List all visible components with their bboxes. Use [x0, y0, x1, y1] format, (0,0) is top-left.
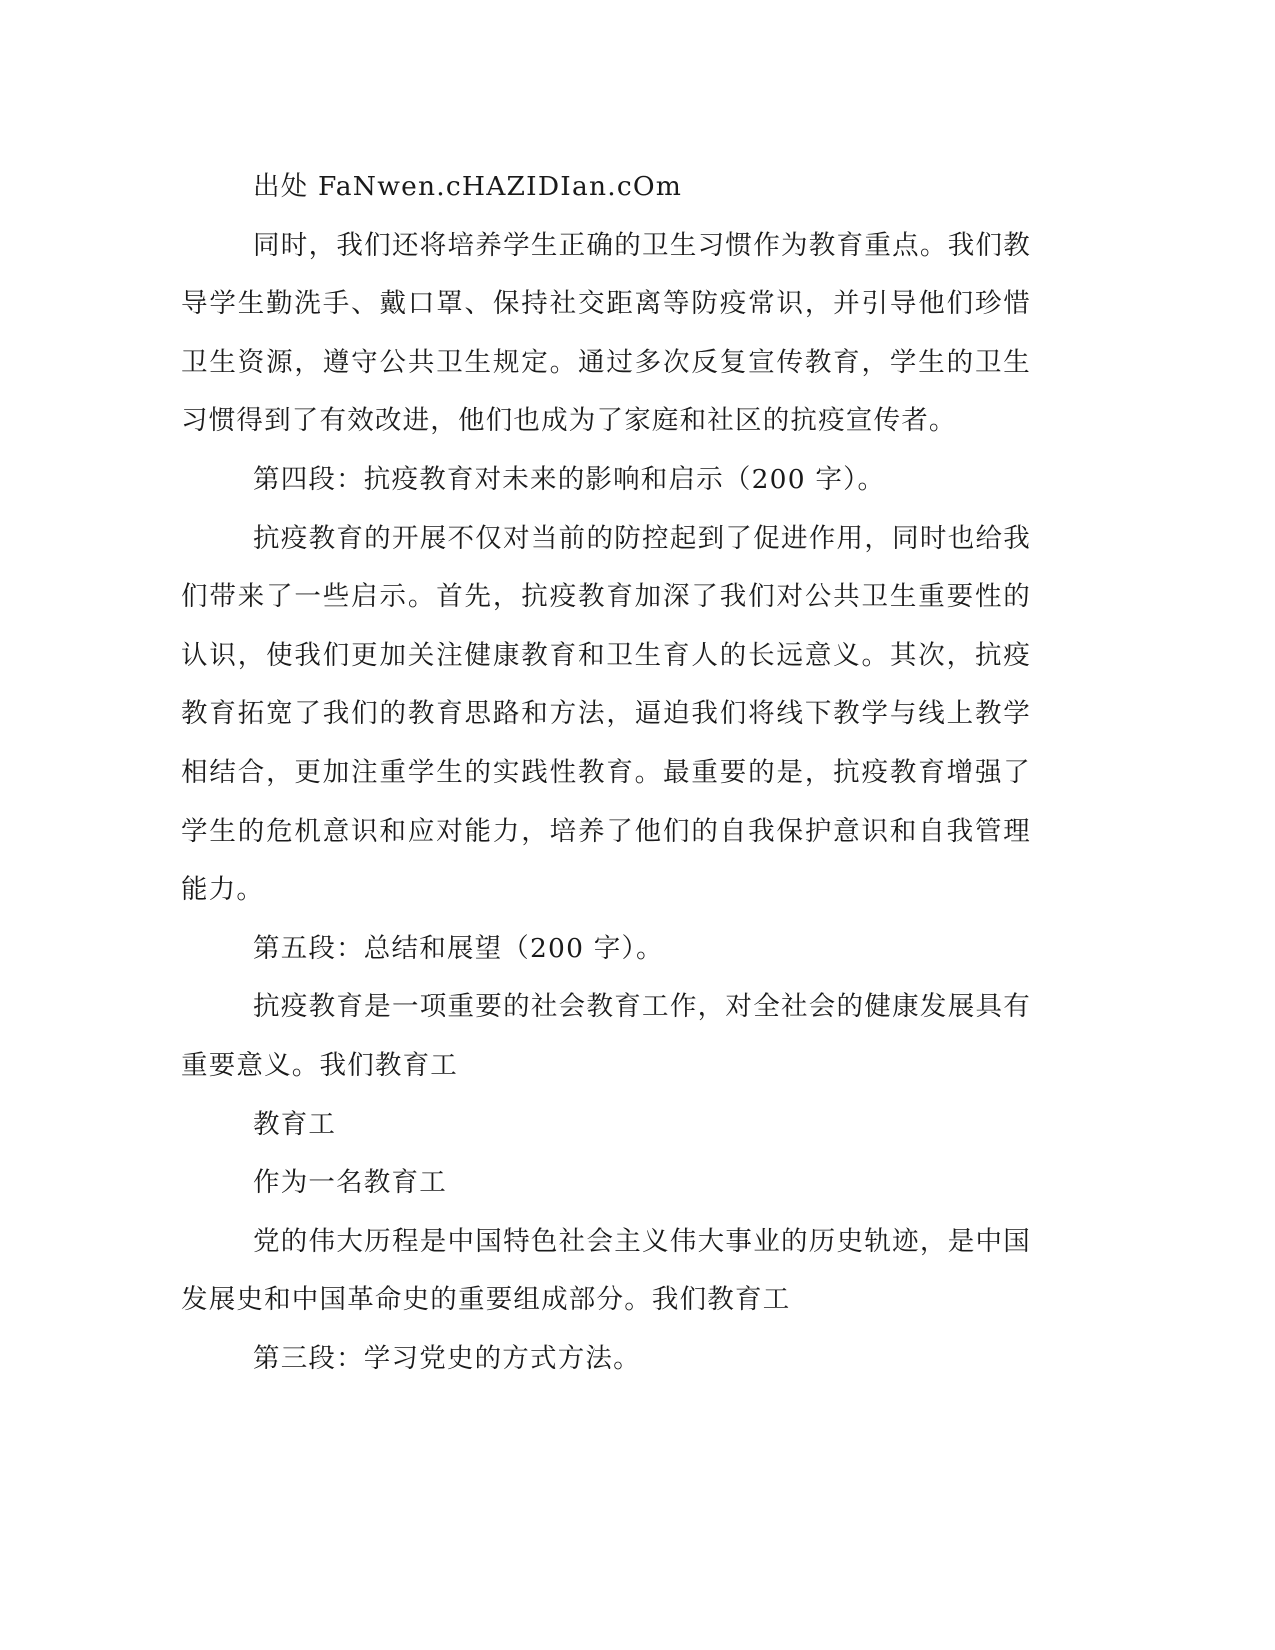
section-heading-5: 第五段：总结和展望（200 字）。 — [253, 932, 664, 964]
paragraph-summary: 抗疫教育是一项重要的社会教育工作，对全社会的健康发展具有重要意义。我们教育工 — [181, 991, 1031, 1081]
paragraph-hygiene-habits: 同时，我们还将培养学生正确的卫生习惯作为教育重点。我们教导学生勤洗手、戴口罩、保持社交距离等防疫常识，并引导他们珍惜卫生资源，遵守公共卫生规定。通过多次反复宣传教育，学生的卫生习惯得到了有效改进，他们也成为了家庭和社区的抗疫宣传者。 — [181, 229, 1031, 437]
document-body — [181, 158, 1031, 1388]
section-heading-3: 第三段：学习党史的方式方法。 — [253, 1342, 641, 1374]
section-heading-4: 第四段：抗疫教育对未来的影响和启示（200 字）。 — [253, 463, 886, 495]
paragraph-future-impact: 抗疫教育的开展不仅对当前的防控起到了促进作用，同时也给我们带来了一些启示。首先，抗疫教育加深了我们对公共卫生重要性的认识，使我们更加关注健康教育和卫生育人的长远意义。其次，抗疫教育拓宽了我们的教育思路和方法，逼迫我们将线下教学与线上教学相结合，更加注重学生的实践性教育。最重要的是，抗疫教育增强了学生的危机意识和应对能力，培养了他们的自我保护意识和自我管理能力。 — [181, 522, 1031, 906]
paragraph-fragment-1: 教育工 — [253, 1108, 337, 1140]
source-line: 出处 FaNwen.cHAZIDIan.cOm — [253, 171, 683, 202]
paragraph-party-history: 党的伟大历程是中国特色社会主义伟大事业的历史轨迹，是中国发展史和中国革命史的重要组成部分。我们教育工 — [181, 1225, 1031, 1316]
paragraph-fragment-2: 作为一名教育工 — [253, 1167, 447, 1199]
